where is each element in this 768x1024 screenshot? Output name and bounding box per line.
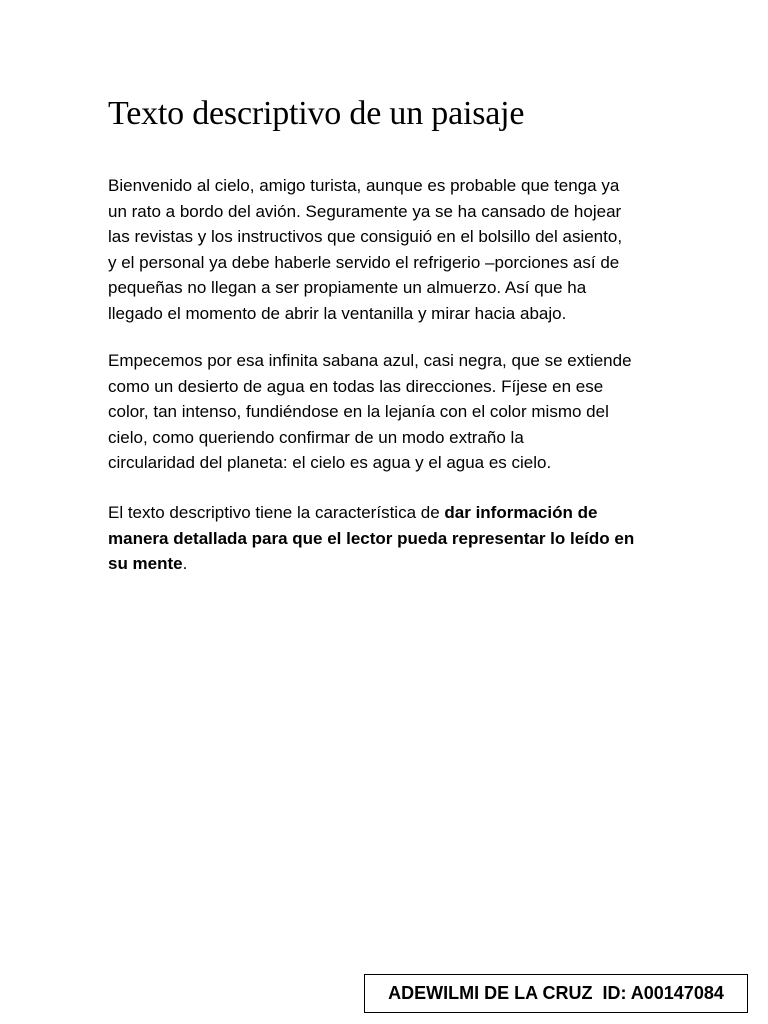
definition-intro-text: El texto descriptivo tiene la característica de xyxy=(108,503,445,522)
paragraph-line: color, tan intenso, fundiéndose en la lejanía con el color mismo del xyxy=(108,402,609,421)
definition-end-text: . xyxy=(182,554,188,573)
definition-highlight-text: su mente xyxy=(108,554,183,573)
paragraph-intro xyxy=(108,173,668,326)
paragraph-line: Empecemos por esa infinita sabana azul, casi negra, que se extiende xyxy=(108,351,632,370)
paragraph-line: y el personal ya debe haberle servido el refrigerio –porciones así de xyxy=(108,252,620,272)
definition-highlight-text: manera detallada para que el lector pueda representar lo leído en xyxy=(108,528,635,548)
page-title: Texto descriptivo de un paisaje xyxy=(108,95,525,132)
paragraph-line: un rato a bordo del avión. Seguramente ya se ha cansado de hojear xyxy=(108,201,622,221)
paragraph-line: como un desierto de agua en todas las direcciones. Fíjese en ese xyxy=(108,376,604,396)
paragraph-line xyxy=(108,500,668,526)
paragraph-line: llegado el momento de abrir la ventanilla y mirar hacia abajo. xyxy=(108,303,567,323)
paragraph-line: cielo, como queriendo confirmar de un modo extraño la xyxy=(108,427,524,447)
paragraph-line: pequeñas no llegan a ser propiamente un almuerzo. Así que ha xyxy=(108,278,587,297)
definition-highlight-text: dar información de xyxy=(444,503,598,522)
author-id-box: ADEWILMI DE LA CRUZ ID: A00147084 xyxy=(364,974,748,1013)
paragraph-description xyxy=(108,348,668,476)
paragraph-definition xyxy=(108,500,668,577)
paragraph-line: Bienvenido al cielo, amigo turista, aunque es probable que tenga ya xyxy=(108,176,620,195)
paragraph-line xyxy=(108,551,668,577)
paragraph-line: las revistas y los instructivos que consiguió en el bolsillo del asiento, xyxy=(108,227,623,246)
paragraph-line: circularidad del planeta: el cielo es agua y el agua es cielo. xyxy=(108,453,552,472)
